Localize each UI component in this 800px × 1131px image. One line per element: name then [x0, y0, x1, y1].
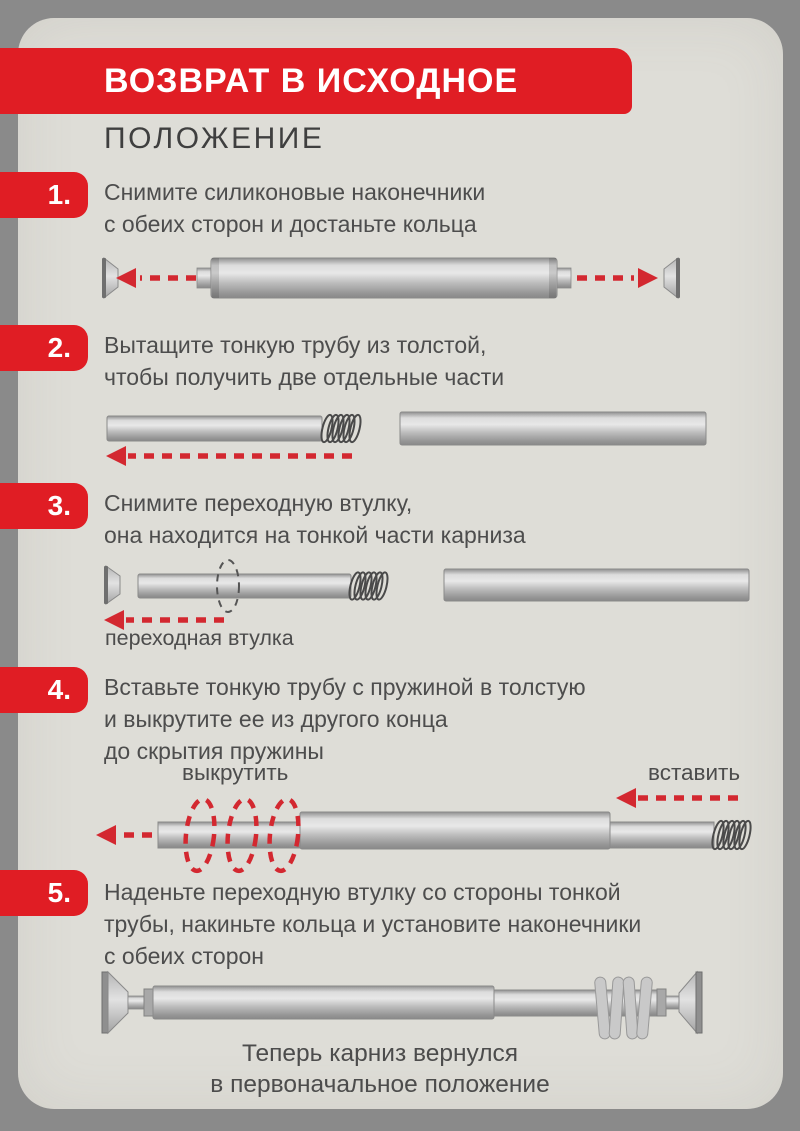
wall-mount-left-icon [102, 972, 153, 1033]
step-5-line-3: с обеих сторон [104, 943, 264, 969]
step-1-badge [0, 172, 88, 218]
insert-arrow-icon [616, 788, 738, 808]
step-1-line-1: Снимите силиконовые наконечники [104, 179, 486, 205]
insert-label: вставить [648, 760, 741, 785]
page-subtitle: ПОЛОЖЕНИЕ [104, 122, 325, 155]
silicone-cap-right-icon [664, 258, 680, 298]
step-3-text [104, 487, 526, 551]
spring-icon [710, 820, 753, 850]
step-1-line-2: с обеих сторон и достаньте кольца [104, 211, 477, 237]
footer-line-2: в первоначальное положение [210, 1071, 550, 1098]
step-4-line-1: Вставьте тонкую трубу с пружиной в толстую [104, 674, 586, 700]
step-2-badge [0, 325, 88, 371]
step-2-line-2: чтобы получить две отдельные части [104, 364, 505, 390]
step-2-tubes-illustration [0, 405, 800, 469]
rod-body [197, 258, 571, 298]
thick-tube [400, 412, 706, 445]
title-banner [0, 48, 632, 114]
pull-left-arrow-icon [106, 446, 352, 466]
wall-mount-right-icon [657, 972, 702, 1033]
step-5-line-2: трубы, накиньте кольца и установите наконечники [104, 911, 642, 937]
footer-note [0, 1038, 760, 1100]
step-1-rod-illustration [0, 250, 800, 310]
bushing-callout-label: переходная втулка [105, 626, 294, 650]
pull-right-arrow-icon [577, 268, 658, 288]
spring-icon [319, 414, 363, 443]
step-4-line-2: и выкрутите ее из другого конца [104, 706, 448, 732]
step-1-number: 1. [47, 179, 71, 210]
page-title: ВОЗВРАТ В ИСХОДНОЕ [104, 61, 519, 100]
step-3-badge [0, 483, 88, 529]
thick-tube [444, 569, 749, 601]
step-4-line-3: до скрытия пружины [104, 738, 324, 764]
thin-tube [107, 416, 322, 441]
footer-line-1: Теперь карниз вернулся [241, 1040, 519, 1067]
adapter-bushing-icon [104, 566, 120, 604]
step-2-number: 2. [47, 332, 71, 363]
unscrew-label: выкрутить [182, 760, 289, 785]
step-2-text [104, 329, 504, 393]
step-3-number: 3. [47, 490, 71, 521]
rod-body [153, 986, 662, 1019]
step-3-line-1: Снимите переходную втулку, [104, 490, 413, 516]
pull-left-arrow-icon [116, 268, 196, 288]
step-5-line-1: Наденьте переходную втулку со стороны тонкой [104, 879, 621, 905]
spring-icon [347, 571, 390, 600]
step-2-line-1: Вытащите тонкую трубу из толстой, [104, 332, 487, 358]
step-3-bushing-illustration [0, 555, 800, 655]
unscrew-arrow-icon [96, 825, 152, 845]
silicone-cap-left-icon [102, 258, 118, 298]
step-3-line-2: она находится на тонкой части карниза [104, 522, 526, 548]
rod-body [158, 812, 714, 849]
step-1-text [104, 176, 485, 240]
step-5-badge [0, 870, 88, 916]
step-5-text [104, 876, 641, 972]
step-4-number: 4. [47, 674, 71, 705]
thin-tube [138, 574, 351, 598]
step-4-badge [0, 667, 88, 713]
step-5-number: 5. [47, 877, 71, 908]
step-4-assembly-illustration [0, 750, 800, 875]
